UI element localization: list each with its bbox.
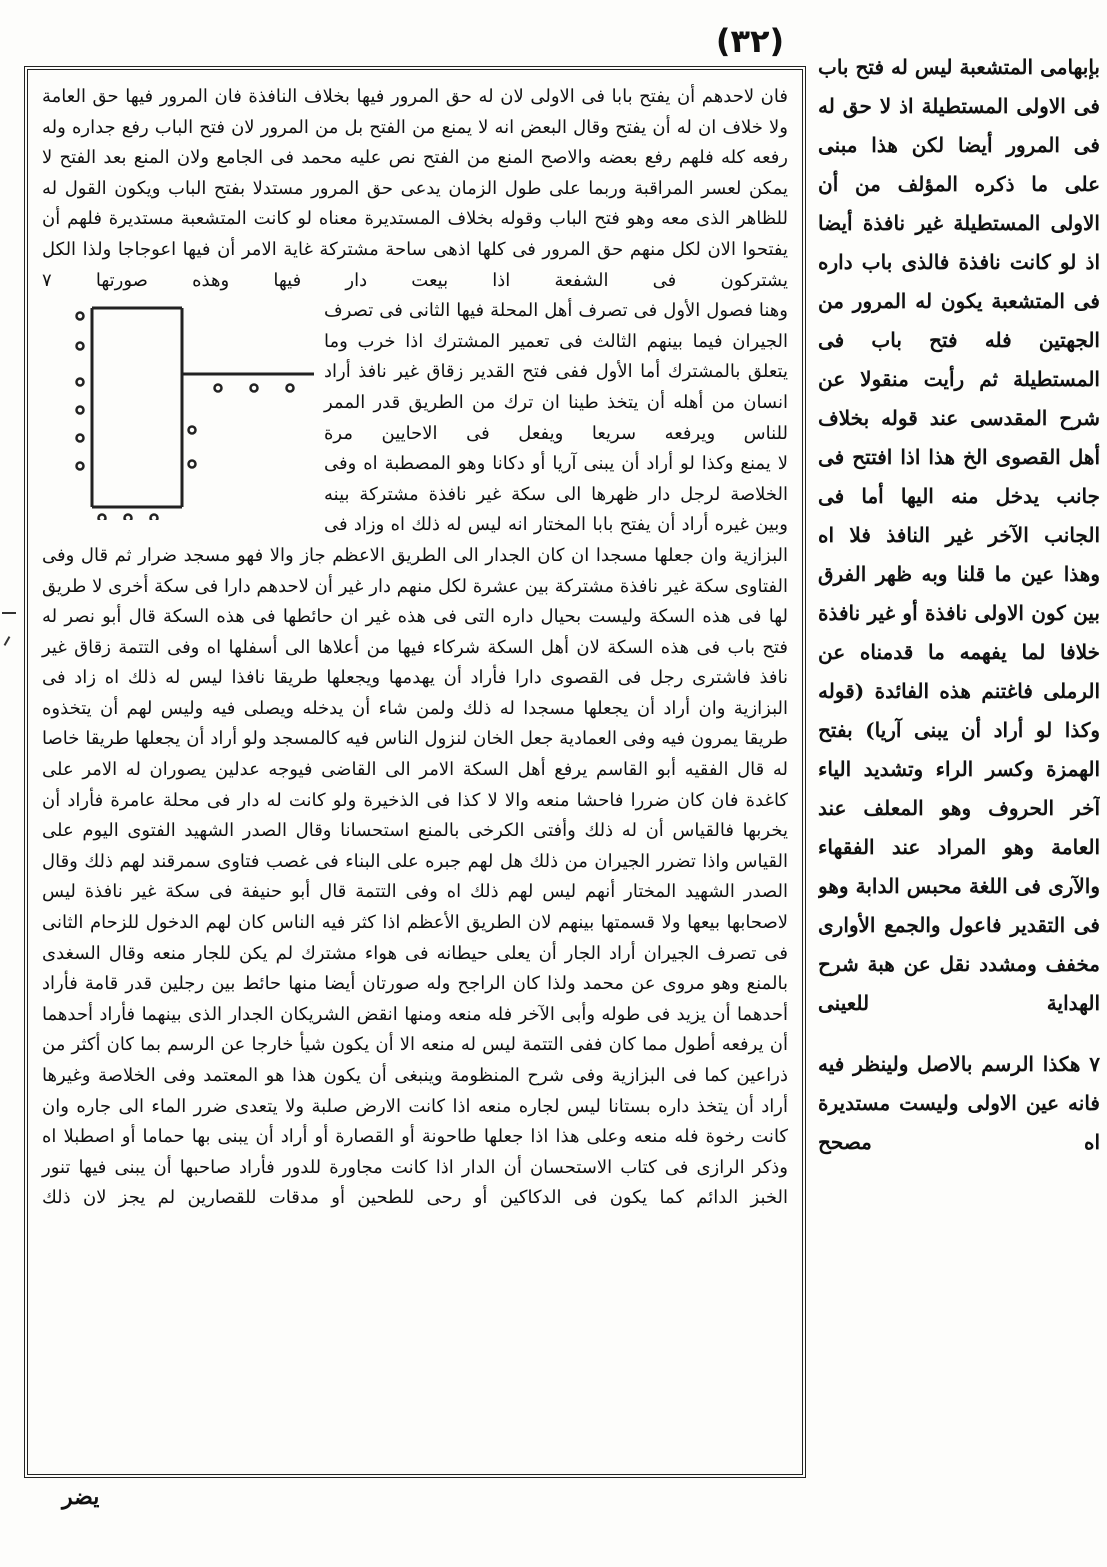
edge-mark-2	[4, 636, 11, 646]
diagram-dots	[77, 313, 294, 521]
street-diagram	[42, 302, 314, 520]
catchword: يضر	[62, 1484, 100, 1510]
street-diagram-svg	[42, 302, 314, 520]
main-paragraph-beside-figure: وهنا فصول الأول فى تصرف أهل المحلة فيها الثانى فى تصرف الجيران فيما بينهم الثالث فى تعمير المشترك اذا خرب وما يتعلق بالمشترك أما الأول ففى فتح القدير زقاق غير نافذ أراد انسان من أهله أن يتخذ طينا ان ترك من الطريق قدر الممر للناس ويرفعه سريعا ويفعل فى الاحايين مرة	[324, 300, 788, 444]
side-note-commentary: بإبهامى المتشعبة ليس له فتح باب فى الاولى المستطيلة اذ لا حق له فى المرور أيضا لكن هذا مبنى على ما ذكره المؤلف من أن الاولى المستطيلة غير نافذة أيضا اذ لو كانت نافذة فالذى باب داره فى المتشعبة يكون له المرور من الجهتين فله فتح باب فى المستطيلة ثم رأيت منقولا عن شرح المقدسى عند قوله بخلاف أهل القصوى الخ هذا اذا افتتح فى جانب يدخل منه اليها أما فى الجانب الآخر غير النافذ فلا اه وهذا عين ما قلنا وبه ظهر الفرق بين كون الاولى نافذة أو غير نافذة خلافا لما يفهمه ما قدمناه عن الرملى فاغتنم هذه الفائدة (قوله وكذا لو أراد أن يبنى آريا) بفتح الهمزة وكسر الراء وتشديد الياء آخر الحروف وهو المعلف عند العامة وهو المراد عند الفقهاء والآرى فى اللغة محبس الدابة وهو فى التقدير فاعول والجمع الأوارى مخفف ومشدد نقل عن هبة شرح الهداية للعينى	[818, 55, 1100, 1015]
page-number: (٣٢)	[715, 22, 785, 60]
main-paragraph-body: لا يمنع وكذا لو أراد أن يبنى آريا أو دكانا وهو المصطبة اه وفى الخلاصة لرجل دار ظهرها الى سكة غير نافذة مشتركة بينه وبين غيره أراد أن يفتح بابا المختار انه ليس له ذلك اه وزاد فى البزازية وان جعلها مسجدا ان كان الجدار الى الطريق الاعظم جاز والا فهو مسجد ضرار ثم قال وفى الفتاوى سكة غير نافذة مشتركة بين عشرة لكل منهم دار غير أن لاحدهم دارا فى سكة أخرى لا طريق لها فى هذه السكة وليست بحيال داره التى فى هذه غير ان حائطها فى هذه السكة قال أبو نصر له فتح باب فى هذه السكة لان أهل السكة شركاء فيها من أعلاها الى أسفلها اه وفى التتمة زقاق غير نافذ فاشترى رجل فى القصوى دارا فأراد أن يهدمها ويجعلها طريقا نافذا ليس له ذلك اه زاد فى البزازية وان أراد أن يجعلها مسجدا له ذلك ولمن شاء أن يدخله ويصلى فيه وليس لهم أن يتخذوه طريقا يمرون فيه وفى العمادية جعل الخان لنزول الناس فيه كالمسجد ولو أراد أن يجعلها طريقا خاصا له قال الفقيه أبو القاسم يرفع أهل السكة الامر الى القاضى فيوجه عدلين يصوران له الامر على كاغدة فان كان ضررا فاحشا منعه والا لا كذا فى الذخيرة ولو كانت له دار فى محلة عامرة فأراد أن يخربها فالقياس أن له ذلك وأفتى الكرخى بالمنع استحسانا وقال الصدر الشهيد الفتوى اليوم على القياس واذا تضرر الجيران من ذلك هل لهم جبره على البناء فى غصب فتاوى سمرقند لهم ذلك وقال الصدر الشهيد المختار أنهم ليس لهم ذلك اه وفى التتمة قال أبو حنيفة فى سكة غير نافذة ليس لاصحابها بيعها ولا قسمتها بينهم لان الطريق الأعظم اذا كثر فيه الناس كان لهم الدخول للزحام الثانى فى تصرف الجيران أراد الجار أن يعلى حيطانه فى هواء مشترك لم يكن للجار منعه وقال السغدى بالمنع وهو مروى عن محمد ولذا كان الراجح وله صورتان أيضا منها حائط بين رجلين قدر قامة فأراد أحدهما أن يزيد فى طوله وأبى الآخر فله منعه ومنها انقض الشريكان الجدار الذى بينهما فأراد أحدهما أن يرفعه أطول مما كان ففى التتمة ليس له منعه الا أن يكون شيأ خارجا عن الرسم بما كان أكثر من ذراعين كما فى البزازية وفى شرح المنظومة وينبغى أن يكون هذا هو المعتمد وفى الخلاصة وغيرها أراد أن يتخذ داره بستانا ليس لجاره منعه اذا كانت الارض صلبة ولا يتعدى ضرر الماء الى جاره وان كانت رخوة فله منعه وعلى هذا اذا جعلها طاحونة أو القصارة أو أراد أن يبنى بها حماما أو اصطبلا اه وذكر الرازى فى كتاب الاستحسان أن الدار اذا كانت مجاورة للدور فأراد صاحبها أن يبنى فيها تنور الخبز الدائم كما يكون فى الدكاكين أو رحى للطحين أو مدقات للقصارين لم يجز لان ذلك	[42, 453, 789, 1209]
main-paragraph-top: فان لاحدهم أن يفتح بابا فى الاولى لان له حق المرور فيها بخلاف النافذة فان المرور فيها حق العامة ولا خلاف ان له أن يفتح وقال البعض انه لا يمنع من الفتح بل من المرور لان فتح الباب رفع جداره وله رفعه كله فلهم رفع بعضه والاصح المنع من الفتح نص عليه محمد فى الجامع ولان المنع بعد الفتح لا يمكن لعسر المراقبة وربما على طول الزمان يدعى حق المرور مستدلا بفتح الباب ويكون القول له للظاهر الذى معه وهو فتح الباب وقوله بخلاف المستديرة معناه لو كانت المتشعبة مستديرة فلهم أن يفتحوا الان لكل منهم حق المرور فى كلها اذهى ساحة مشتركة غاية الامر أن فيها اعوجاجا ولذا الكل يشتركون فى الشفعة اذا بيعت دار فيها وهذه صورتها ٧	[42, 86, 789, 291]
side-note-editor: ٧ هكذا الرسم بالاصل ولينظر فيه فانه عين الاولى وليست مستديرة اه مصحح	[818, 1052, 1100, 1154]
side-notes-column	[818, 48, 1100, 1488]
edge-mark-1	[2, 612, 16, 614]
main-text-box	[24, 66, 806, 1478]
